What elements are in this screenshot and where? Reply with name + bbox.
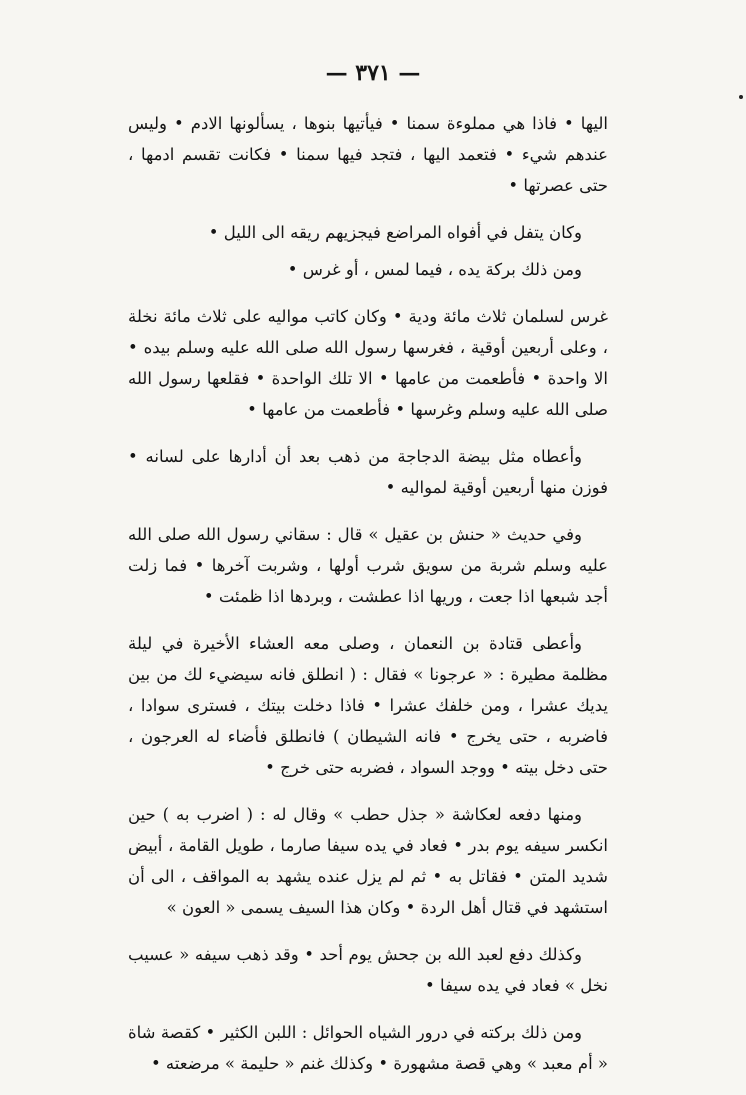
paragraph-8: ومنها دفعه لعكاشة « جذل حطب » وقال له : ( اضرب به ) حين انكسر سيفه يوم بدر • فعاد في يده سيفا صارما ، طويل القامة ، أبيض شديد المتن • فقاتل به • ثم لم يزل عنده يشهد به المواقف ، الى أن استشهد في قتال أهل الردة • وكان هذا السيف يسمى « العون » xyxy=(128,805,608,917)
paragraph-6: وفي حديث « حنش بن عقيل » قال : سقاني رسول الله صلى الله عليه وسلم شربة من سويق شرب أولها ، وشربت آخرها • فما زلت أجد شبعها اذا جعت ، وريها اذا عطشت ، وبردها اذا ظمئت • xyxy=(128,525,608,606)
paragraph-10: ومن ذلك بركته في درور الشياه الحوائل : اللبن الكثير • كقصة شاة « أم معبد » وهي قصة مشهورة • وكذلك غنم « حليمة » مرضعته • xyxy=(128,1023,608,1073)
paragraph-7: وأعطى قتادة بن النعمان ، وصلى معه العشاء الأخيرة في ليلة مظلمة مطيرة : « عرجونا » فقال : ( انطلق فانه سيضيء لك من بين يديك عشرا ، ومن خلفك عشرا • فاذا دخلت بيتك ، فسترى سوادا ، فاضربه ، حتى يخرج • فانه الشيطان ) فانطلق فأضاء له العرجون ، حتى دخل بيته • ووجد السواد ، فضربه حتى خرج • xyxy=(128,634,608,777)
page-number: — ٣٧١ — xyxy=(325,60,421,86)
ink-speck xyxy=(739,95,743,99)
paragraph-9: وكذلك دفع لعبد الله بن جحش يوم أحد • وقد ذهب سيفه « عسيب نخل » فعاد في يده سيفا • xyxy=(128,945,608,995)
body-text xyxy=(128,108,608,1095)
paragraph-1: اليها • فاذا هي مملوءة سمنا • فيأتيها بنوها ، يسألونها الادم • وليس عندهم شيء • فتعمد اليها ، فتجد فيها سمنا • فكانت تقسم ادمها ، حتى عصرتها • xyxy=(128,114,608,195)
paragraph-4: غرس لسلمان ثلاث مائة ودية • وكان كاتب مواليه على ثلاث مائة نخلة ، وعلى أربعين أوقية ، فغرسها رسول الله صلى الله عليه وسلم بيده • الا واحدة • فأطعمت من عامها • الا تلك الواحدة • فقلعها رسول الله صلى الله عليه وسلم وغرسها • فأطعمت من عامها • xyxy=(128,307,608,419)
paragraph-5: وأعطاه مثل بيضة الدجاجة من ذهب بعد أن أدارها على لسانه • فوزن منها أربعين أوقية لمواليه • xyxy=(128,447,608,497)
paragraph-2: وكان يتفل في أفواه المراضع فيجزيهم ريقه الى الليل • xyxy=(208,223,582,242)
paragraph-3: ومن ذلك بركة يده ، فيما لمس ، أو غرس • xyxy=(287,260,582,279)
